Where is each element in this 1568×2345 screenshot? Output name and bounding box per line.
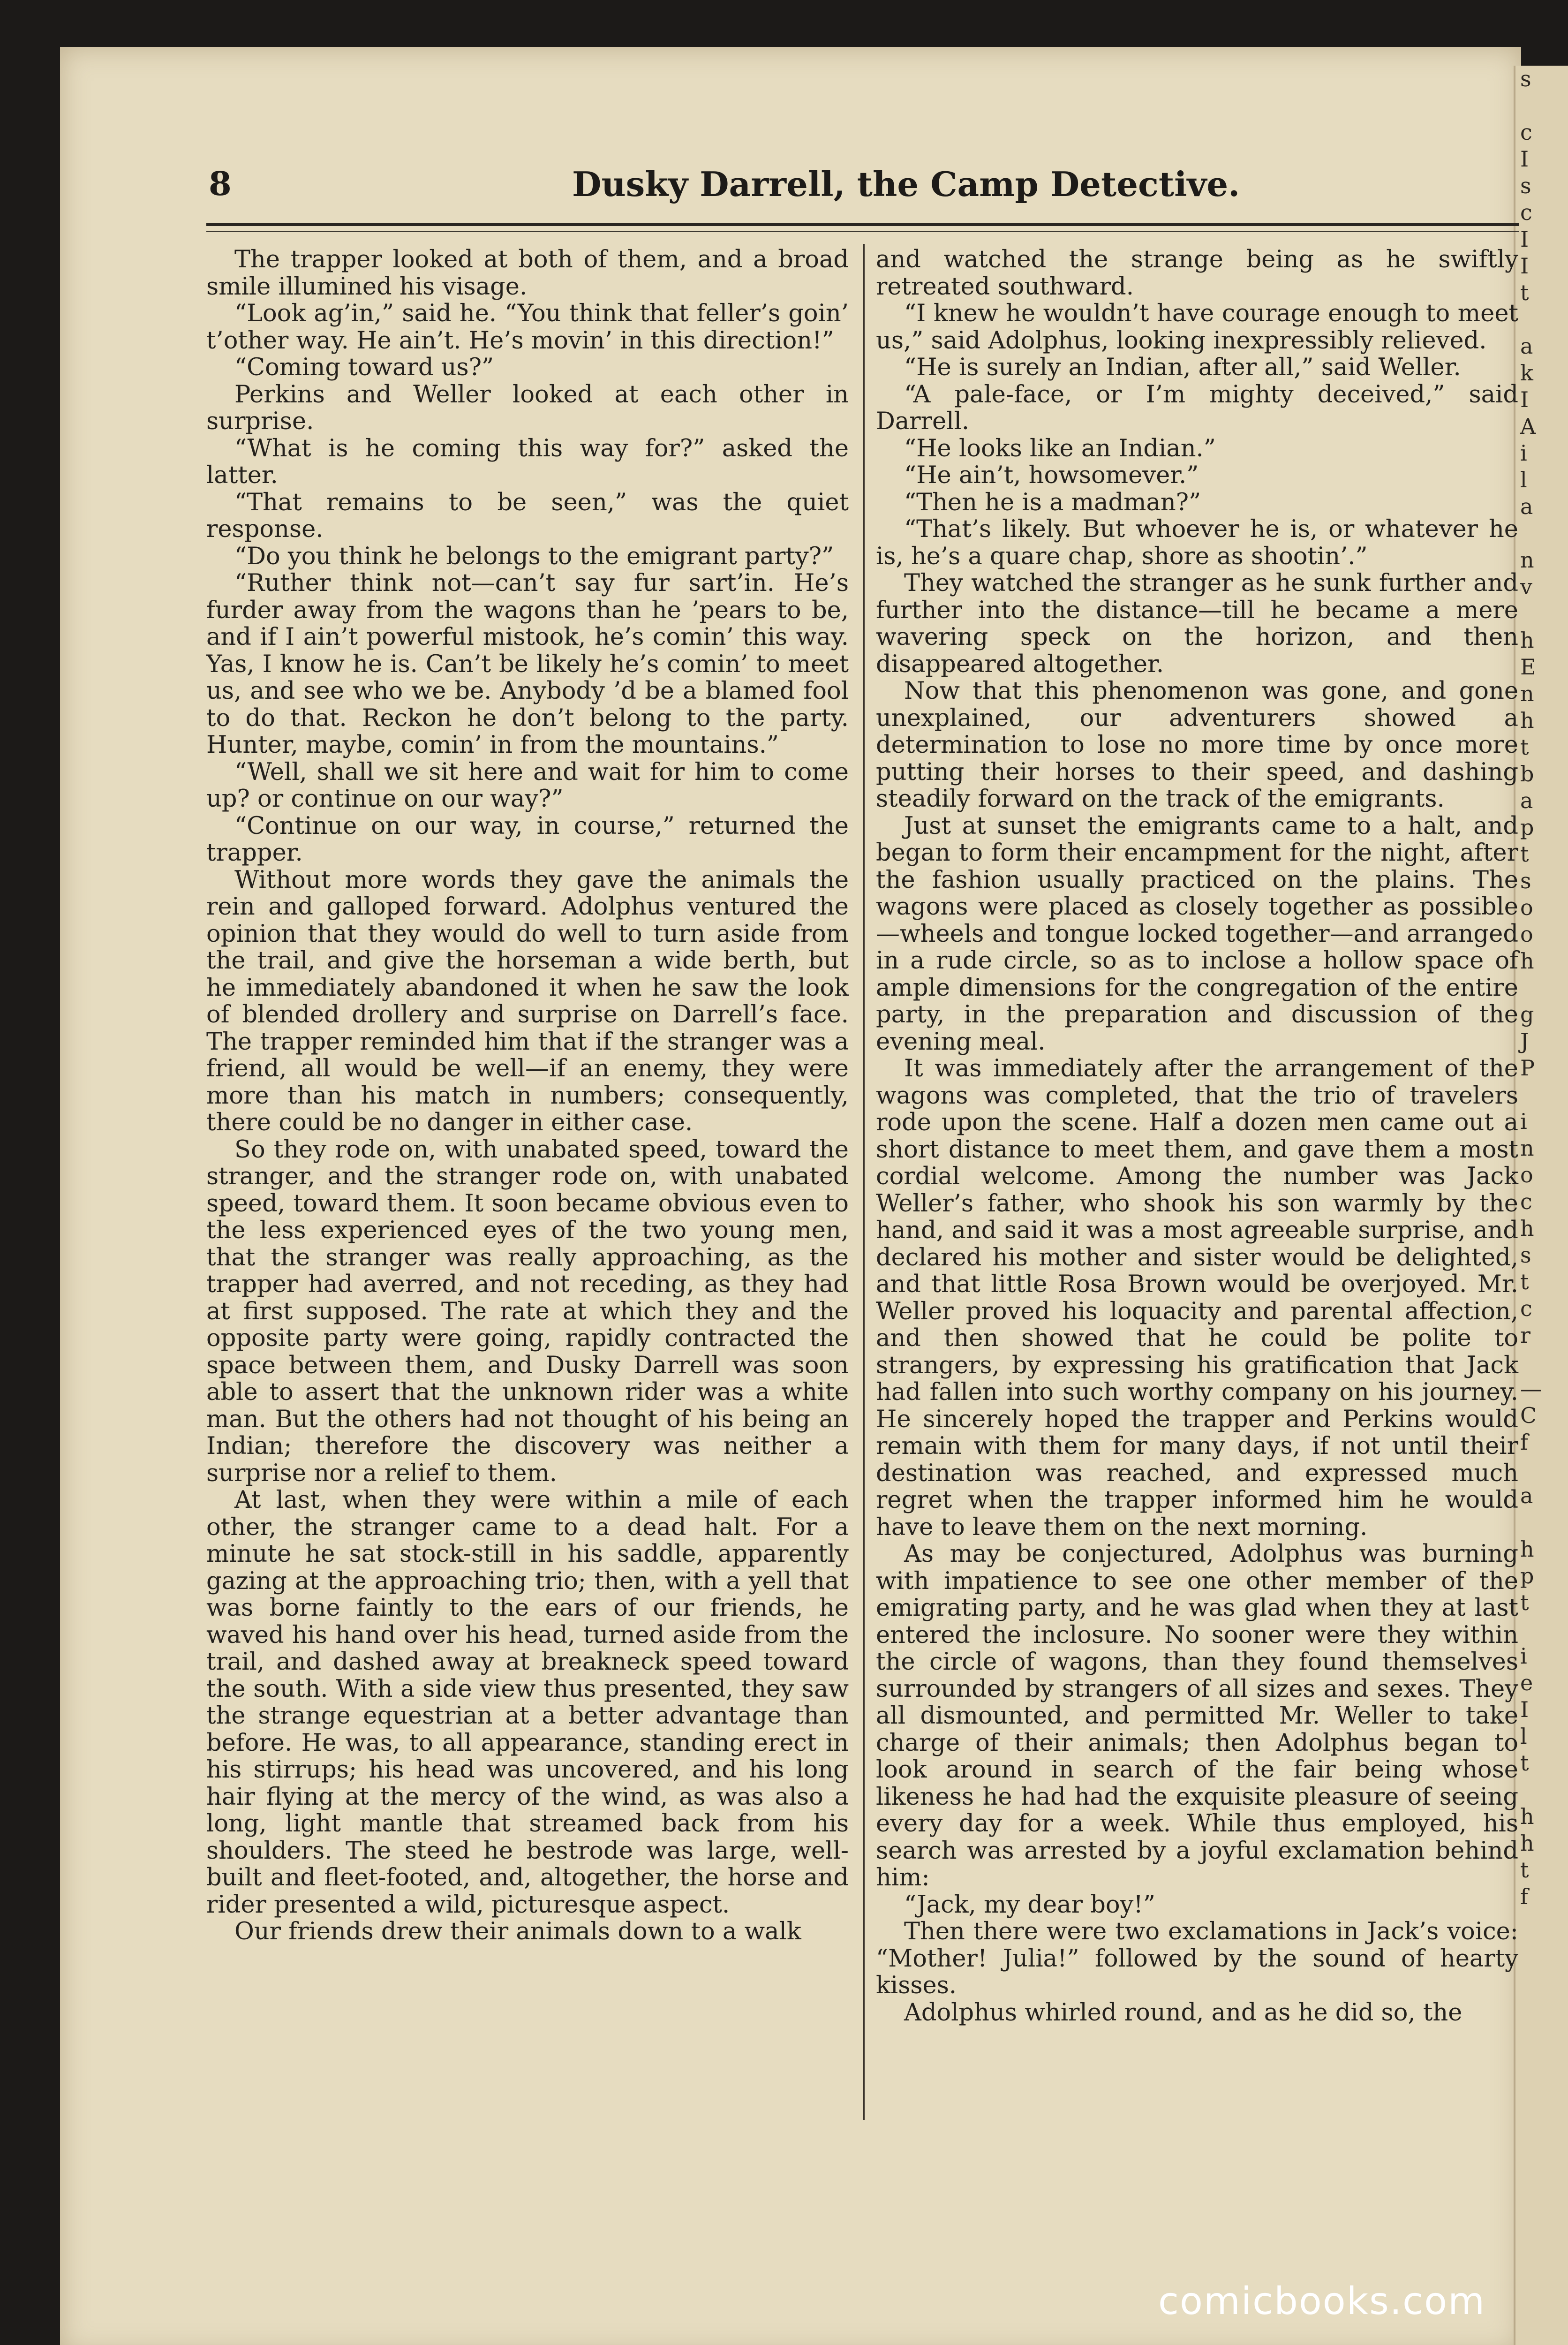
paragraph: “Look ag’in,” said he. “You think that feller’s goin’ t’other way. He ain’t. He’s movin’ in this direction!” — [206, 300, 849, 355]
edge-fragment: k — [1520, 360, 1533, 386]
paragraph: Perkins and Weller looked at each other in surprise. — [206, 380, 849, 435]
edge-fragment: o — [1520, 922, 1533, 947]
edge-fragment: n — [1520, 681, 1534, 706]
column-divider — [863, 244, 865, 2120]
paragraph: “A pale-face, or I’m mighty deceived,” said Darrell. — [876, 380, 1518, 435]
edge-fragment: t — [1520, 1857, 1529, 1883]
paragraph: “What is he coming this way for?” asked the latter. — [206, 434, 849, 489]
edge-fragment: P — [1520, 1055, 1535, 1081]
edge-fragment — [1515, 306, 1568, 333]
paragraph: “He ain’t, howsomever.” — [904, 461, 1199, 489]
edge-fragment: h — [1520, 948, 1534, 974]
edge-fragment: p — [1520, 1563, 1534, 1589]
paragraph: They watched the stranger as he sunk further and further into the distance—till he became a mere wavering speck on the horizon, and then disappeared altogether. — [876, 569, 1518, 678]
paragraph: “That’s likely. But whoever he is, or whatever he is, he’s a quare chap, shore as shootin’.” — [876, 515, 1518, 570]
edge-fragment: t — [1520, 734, 1529, 760]
edge-fragment: o — [1520, 1162, 1533, 1188]
edge-fragment: a — [1520, 1483, 1533, 1508]
paragraph: As may be conjectured, Adolphus was burning with impatience to see one other member of the emigrating party, and he was glad when they at last entered the inclosure. No sooner were they within the circle of wagons, than they found themselves surrounded by strangers of all sizes and sexes. They all dismounted, and permitted Mr. Weller to take charge of their animals; then Adolphus began to look around in search of the fair being whose likeness he had had the exquisite pleasure of seeing every day for a week. While thus employed, his search was arrested by a joyful exclamation behind him: — [876, 1540, 1518, 1891]
edge-fragment: l — [1520, 467, 1527, 492]
edge-fragment: f — [1520, 1430, 1529, 1455]
edge-fragment: c — [1520, 120, 1532, 145]
edge-fragment: i — [1520, 1643, 1527, 1669]
edge-fragment — [1515, 1349, 1568, 1376]
edge-fragment: o — [1520, 895, 1533, 920]
paragraph: Our friends drew their animals down to a walk — [234, 1918, 801, 1945]
edge-fragment: i — [1520, 440, 1527, 466]
edge-fragment: h — [1520, 1536, 1534, 1562]
running-title: Dusky Darrell, the Camp Detective. — [572, 164, 1240, 204]
edge-fragment: I — [1520, 387, 1529, 412]
paragraph: At last, when they were within a mile of each other, the stranger came to a dead halt. For a minute he sat stock-still in his saddle, apparently gazing at the approaching trio; then, with a yell that was borne faintly to the ears of our friends, he waved his hand over his head, turned aside from the trail, and dashed away at breakneck speed toward the south. With a side view thus presented, they saw the strange equestrian at a better advantage than before. He was, to all appearance, standing erect in his stirrups; his head was uncovered, and his long hair flying at the mercy of the wind, as was also a long, light mantle that streamed back from his shoulders. The steed he bestrode was large, well-built and fleet-footed, and, altogether, the horse and rider presented a wild, picturesque aspect. — [206, 1486, 849, 1919]
edge-fragment — [1515, 1082, 1568, 1108]
edge-fragment — [1515, 520, 1568, 547]
edge-fragment: c — [1520, 1189, 1532, 1214]
edge-fragment: n — [1520, 547, 1534, 573]
watermark: comicbooks.com — [1158, 2279, 1486, 2323]
edge-fragment: I — [1520, 1697, 1529, 1722]
paragraph: “I knew he wouldn’t have courage enough to meet us,” said Adolphus, looking inexpressibly relieved. — [876, 300, 1518, 355]
paragraph: Then there were two exclamations in Jack’s voice: “Mother! Julia!” followed by the sound of hearty kisses. — [876, 1918, 1518, 1999]
edge-fragment: I — [1520, 146, 1529, 172]
paragraph: “Ruther think not—can’t say fur sart’in. He’s furder away from the wagons than he ’pears to be, and if I ain’t powerful mistook, he’s comin’ this way. Yas, I know he is. Can’t be likely he’s comin’ to meet us, and see who we be. Anybody ’d be a blamed fool to do that. Reckon he don’t belong to the party. Hunter, maybe, comin’ in from the mountains.” — [206, 569, 849, 759]
adjacent-page-edge — [1514, 66, 1568, 2345]
edge-fragment — [1515, 1777, 1568, 1803]
edge-fragment: f — [1520, 1884, 1529, 1909]
edge-fragment: t — [1520, 280, 1529, 305]
paragraph: “That remains to be seen,” was the quiet response. — [206, 488, 849, 543]
paragraph: “He looks like an Indian.” — [904, 434, 1216, 462]
paragraph: So they rode on, with unabated speed, toward the stranger, and the stranger rode on, with unabated speed, toward them. It soon became obvious even to the less experienced eyes of the two young men, that the stranger was really approaching, as the trapper had averred, and not receding, as they had at first supposed. The rate at which they and the opposite party were going, rapidly contracted the space between them, and Dusky Darrell was soon able to assert that the unknown rider was a white man. But the others had not thought of his being an Indian; therefore the discovery was neither a surprise nor a relief to them. — [206, 1135, 849, 1487]
edge-fragment: c — [1520, 200, 1532, 225]
edge-fragment: c — [1520, 1296, 1532, 1321]
edge-fragment: A — [1520, 414, 1536, 439]
edge-fragment: i — [1520, 1109, 1527, 1134]
edge-fragment — [1515, 92, 1568, 119]
edge-fragment — [1515, 1509, 1568, 1536]
paragraph: “Jack, my dear boy!” — [904, 1891, 1155, 1919]
edge-fragment — [1515, 975, 1568, 1001]
header-rule — [206, 223, 1519, 226]
page-header — [150, 159, 1519, 216]
paragraph: Just at sunset the emigrants came to a halt, and began to form their encampment for the night, after the fashion usually practiced on the plains. The wagons were placed as closely together as possible—wheels and tongue locked together—and arranged in a rude circle, so as to inclose a hollow space of ample dimensions for the congregation of the entire party, in the preparation and discussion of the evening meal. — [876, 812, 1518, 1056]
paragraph: “Coming toward us?” — [234, 354, 494, 381]
paragraph: Now that this phenomenon was gone, and gone unexplained, our adventurers showed a determination to lose no more time by once more putting their horses to their speed, and dashing steadily forward on the track of the emigrants. — [876, 677, 1518, 813]
edge-fragment: t — [1520, 1269, 1529, 1294]
edge-fragment: h — [1520, 1831, 1534, 1856]
paragraph: and watched the strange being as he swiftly retreated southward. — [876, 246, 1518, 301]
paragraph: “Well, shall we sit here and wait for him to come up? or continue on our way?” — [206, 758, 849, 813]
edge-fragment — [1515, 600, 1568, 627]
left-column — [206, 246, 849, 1945]
paragraph: Adolphus whirled round, and as he did so, the — [904, 1998, 1462, 2027]
edge-fragment: n — [1520, 1135, 1534, 1161]
edge-fragment: s — [1520, 868, 1531, 893]
edge-fragment: h — [1520, 1216, 1534, 1241]
edge-fragment: — — [1520, 1376, 1542, 1401]
edge-fragment: t — [1520, 1750, 1529, 1776]
paragraph: The trapper looked at both of them, and a broad smile illumined his visage. — [206, 246, 849, 301]
edge-fragment: l — [1520, 1724, 1527, 1749]
edge-fragment: I — [1520, 227, 1529, 252]
paragraph: Without more words they gave the animals the rein and galloped forward. Adolphus ventured the opinion that they would do well to turn aside from the trail, and give the horseman a wide berth, but he immediately abandoned it when he saw the look of blended drollery and surprise on Darrell’s face. The trapper reminded him that if the stranger was a friend, all would be well—if an enemy, they were more than his match in numbers; consequently, there could be no danger in either case. — [206, 866, 849, 1136]
right-column — [876, 246, 1518, 2026]
edge-fragment: g — [1520, 1002, 1534, 1027]
paragraph: “Continue on our way, in course,” returned the trapper. — [206, 812, 849, 867]
edge-fragment: s — [1520, 1242, 1531, 1268]
edge-fragment: h — [1520, 708, 1534, 733]
edge-fragment: a — [1520, 333, 1533, 359]
paragraph: “He is surely an Indian, after all,” said Weller. — [904, 354, 1461, 381]
edge-fragment — [1515, 1616, 1568, 1643]
edge-fragment: a — [1520, 494, 1533, 519]
edge-fragment: C — [1520, 1403, 1537, 1428]
edge-fragment: r — [1520, 1323, 1530, 1348]
edge-fragment: E — [1520, 654, 1536, 680]
edge-fragment: h — [1520, 1804, 1534, 1829]
edge-fragment: a — [1520, 788, 1533, 813]
edge-fragment: t — [1520, 841, 1529, 867]
edge-fragment: v — [1520, 574, 1532, 599]
edge-fragment — [1515, 1456, 1568, 1483]
edge-fragment: e — [1520, 1670, 1533, 1695]
header-rule-thin — [206, 231, 1519, 232]
edge-fragment: I — [1520, 253, 1529, 279]
paragraph: It was immediately after the arrangement of the wagons was completed, that the trio of travelers rode upon the scene. Half a dozen men came out a short distance to meet them, and gave them a most cordial welcome. Among the number was Jack Weller’s father, who shook his son warmly by the hand, and said it was a most agreeable surprise, and declared his mother and sister would be delighted, and that little Rosa Brown would be overjoyed. Mr. Weller proved his loquacity and parental affection, and then showed that he could be polite to strangers, by expressing his gratification that Jack had fallen into such worthy company on his journey. He sincerely hoped the trapper and Perkins would remain with them for many days, if not until their destination was reached, and expressed much regret when the trapper informed him he would have to leave them on the next morning. — [876, 1055, 1518, 1541]
edge-fragment: s — [1520, 173, 1531, 198]
edge-fragment: p — [1520, 815, 1534, 840]
edge-fragment: b — [1520, 761, 1534, 787]
page-number: 8 — [209, 164, 232, 203]
paragraph: “Then he is a madman?” — [904, 488, 1201, 516]
edge-fragment: s — [1520, 66, 1531, 91]
paragraph: “Do you think he belongs to the emigrant party?” — [234, 542, 834, 570]
edge-fragment: J — [1520, 1029, 1529, 1054]
edge-fragment: t — [1520, 1590, 1529, 1615]
edge-fragment: h — [1520, 628, 1534, 653]
